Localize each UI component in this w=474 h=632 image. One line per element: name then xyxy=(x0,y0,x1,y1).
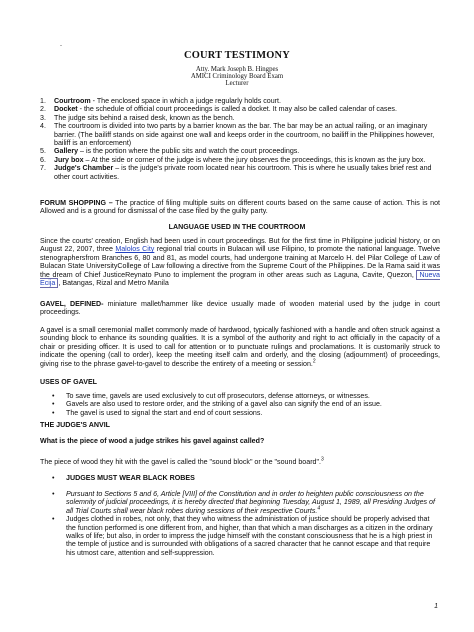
nueva-ecija-highlight[interactable]: Nueva Ecija xyxy=(40,270,440,288)
courtroom-terms-list xyxy=(40,97,442,181)
robes-heading-list xyxy=(48,474,443,482)
list-item: • Pursuant to Sections 5 and 6, Article [VIII] of the Constitution and in order to heighten public consciousness on the solemnity of judicial proceedings, it is hereby directed that beginning Tuesday, August 1, 1989, all Presiding Judges of all Trial Courts shall wear black robes during sessions of their respective Courts.$^4$ xyxy=(52,490,435,515)
list-item: • Gavels are also used to restore order, and the striking of a gavel also can signify the end of an issue. xyxy=(52,400,382,409)
term-item: 6. Jury box – At the side or corner of the judge is where the jury observes the proceedings, this is known as the jury box. xyxy=(40,155,426,164)
term-item: 2. Docket - the schedule of official court proceedings is called a docket. It may also be called calendar of cases. xyxy=(40,105,397,114)
forum-shopping-term: FORUM SHOPPING – xyxy=(40,199,113,207)
term-item: 4. The courtroom is divided into two parts by a barrier known as the bar. The bar may be an actual railing, or an imaginary barrier. (The bailiff stands on side against one wall and keeps order in the courtroom, no bailiff in the Philippines however, bailiff is an enforcement) xyxy=(40,122,435,148)
anvil-answer: The piece of wood they hit with the gavel is called the "sound block" or the "sound board".$^3$ xyxy=(40,456,324,466)
uses-heading: USES OF GAVEL xyxy=(40,378,98,386)
term-item: 3. The judge sits behind a raised desk, known as the bench. xyxy=(40,113,235,122)
page-mark: - xyxy=(60,43,62,49)
anvil-heading: THE JUDGE'S ANVIL xyxy=(40,421,111,429)
forum-shopping-paragraph: FORUM SHOPPING – The practice of filing multiple suits on different courts based on the same cause of action. This is not Allowed and is a ground for dismissal of the case filed by the guilty party. xyxy=(40,199,440,216)
author-org: AMICI Criminology Board Exam xyxy=(190,72,284,80)
robes-heading: • JUDGES MUST WEAR BLACK ROBES xyxy=(52,474,195,482)
language-heading: LANGUAGE USED IN THE COURTROOM xyxy=(168,223,306,231)
list-item: • The gavel is used to signal the start and end of court sessions. xyxy=(52,408,263,417)
term-item: 5. Gallery – is the portion where the public sits and watch the court proceedings. xyxy=(40,147,300,156)
language-paragraph: Since the courts' creation, English had been used in court proceedings. But for the first time in Philippine judicial history, or on August 22, 2007, three Malolos City regional trial courts in Bulacan will use Filipino, to promote the national language. Twelve stenographersfrom Branches 6, 80 and 81, as model courts, had undergone training at Marcelo H. del Pilar College of Law of Bulacan State UniversityCollege of Law following a directive from the Supreme Court of the Philippines. De la Rama said it was the dream of Chief JusticeReynato Puno to implement the program in other areas such as Laguna, Cavite, Quezon, Nueva Ecija , Batangas, Rizal and Metro Manila xyxy=(40,237,440,288)
uses-list xyxy=(48,392,443,417)
anvil-question: What is the piece of wood a judge strikes his gavel against called? xyxy=(40,437,265,445)
author-role: Lecturer xyxy=(225,79,249,87)
author-name: Atty. Mark Joseph B. Hingpes xyxy=(195,66,279,73)
term-item: 1. Courtroom - The enclosed space in which a judge regularly holds court. xyxy=(40,97,281,105)
page-number: 1 xyxy=(434,602,438,610)
author-block xyxy=(0,67,474,88)
term-item: 7. Judge's Chamber – is the judge's private room located near his courtroom. This is where he usually takes brief rest and other court activities. xyxy=(40,164,432,181)
gavel-defined-paragraph: GAVEL, DEFINED- miniature mallet/hammer like device usually made of wooden material used by the judge in court proceedings. xyxy=(40,300,440,317)
gavel-defined-term: GAVEL, DEFINED- xyxy=(40,300,104,308)
document-title: COURT TESTIMONY xyxy=(184,50,290,61)
list-item: • To save time, gavels are used exclusively to cut off prosecutors, defense attorneys, or witnesses. xyxy=(52,392,370,400)
malolos-city-link[interactable]: Malolos City xyxy=(115,245,155,254)
gavel-paragraph: A gavel is a small ceremonial mallet commonly made of hardwood, typically fashioned with a handle and often struck against a sounding block to enhance its sounding qualities. It is a symbol of the authority and right to act officially in the capacity of a chair or presiding officer. It is used to call for attention or to punctuate rulings and proclamations. It is customarily struck to indicate the opening (call to order), keep the meeting itself calm and orderly, and the closing (adjournment) of proceedings, giving rise to the phrase gavel-to-gavel to describe the entirety of a meeting or session.$^2$ xyxy=(40,326,440,368)
list-item: • Judges clothed in robes, not only, that they who witness the administration of justice should be properly advised that the function performed is one different from, and higher, than that which a man discharges as a citizen in the ordinary walks of life; but also, in order to impress the judge himself with the constant consciousness that he is a high priest in the temple of justice and is surrounded with obligations of a sacred character that he cannot escape and that require his utmost care, attention and self-suppression. xyxy=(52,515,433,557)
robes-list xyxy=(48,490,440,557)
